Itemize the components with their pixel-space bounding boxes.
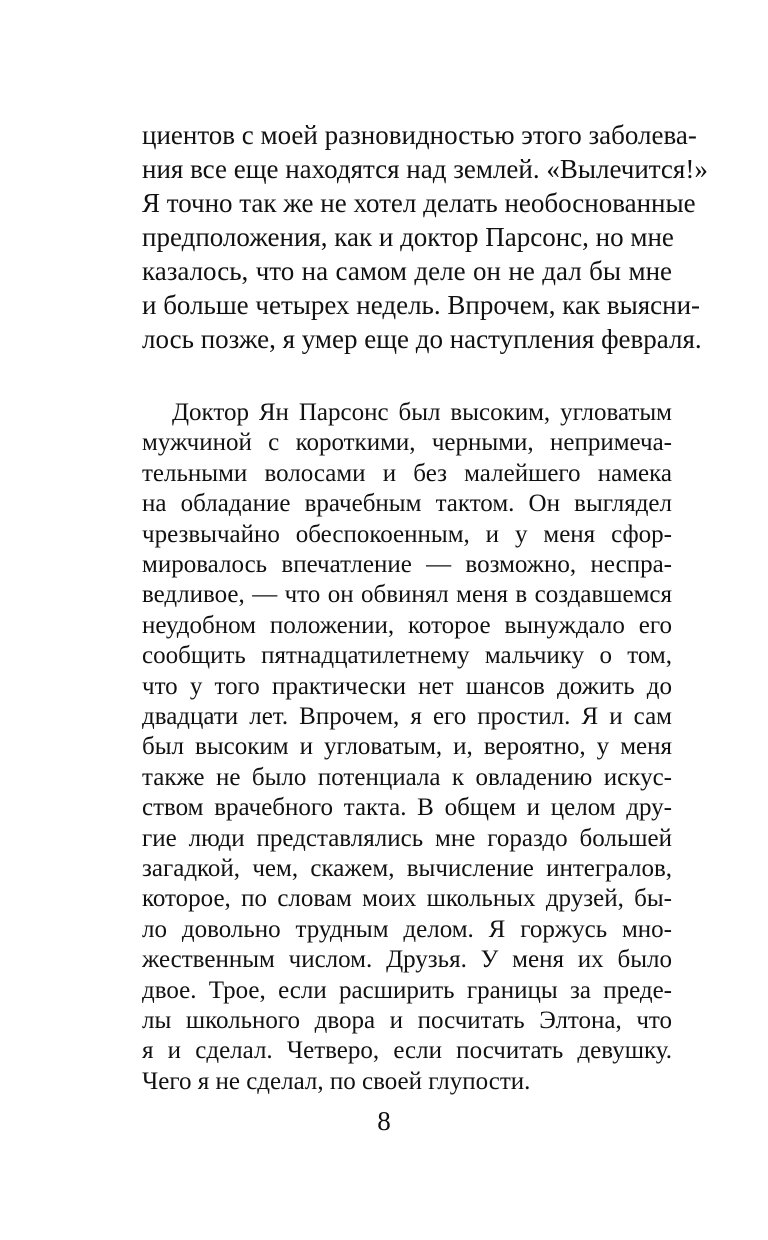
text-line: ведливое, — что он обвинял меня в создавшемся: [142, 581, 672, 609]
text-line: я и сделал. Четверо, если посчитать девушку.: [142, 1037, 672, 1065]
text-line: которое, по словам моих школьных друзей, бы-: [142, 885, 672, 913]
text-line: двое. Трое, если расширить границы за преде-: [142, 976, 672, 1004]
text-line: мировалось впечатление — возможно, неспра-: [142, 551, 672, 578]
text-line: Чего я не сделал, по своей глупости.: [142, 1067, 531, 1095]
text-line: Я точно так же не хотел делать необоснованные: [142, 188, 696, 218]
text-line: и больше четырех недель. Впрочем, как выясни-: [142, 290, 701, 320]
text-line: чрезвычайно обеспокоенным, и у меня сфор-: [142, 520, 672, 548]
text-line: Доктор Ян Парсонс был высоким, угловатым: [172, 399, 672, 426]
text-line: гие люди представлялись мне гораздо большей: [142, 824, 672, 852]
text-line: сообщить пятнадцатилетнему мальчику о том,: [142, 642, 672, 670]
text-line: неудобном положении, которое вынуждало его: [142, 611, 672, 639]
text-line: тельными волосами и без малейшего намека: [142, 459, 672, 487]
text-line: лы школьного двора и посчитать Элтона, что: [142, 1007, 672, 1034]
text-line: на обладание врачебным тактом. Он выглядел: [142, 490, 672, 518]
text-line: ством врачебного такта. В общем и целом дру-: [142, 794, 672, 822]
text-line: также не было потенциала к овладению искус-: [142, 763, 672, 791]
text-line: предположения, как и доктор Парсонс, но мне: [142, 222, 674, 252]
text-line: мужчиной с короткими, черными, непримеча-: [142, 429, 672, 457]
text-line: ния все еще находятся над землей. «Вылечится!»: [142, 154, 708, 184]
text-line: ло довольно трудным делом. Я горжусь мно-: [142, 915, 672, 943]
text-line: циентов с моей разновидностью этого заболева-: [142, 120, 697, 150]
page-number: 8: [377, 1106, 391, 1136]
text-line: что у того практически нет шансов дожить до: [142, 672, 672, 700]
text-line: жественным числом. Друзья. У меня их было: [142, 946, 672, 974]
text-line: казалось, что на самом деле он не дал бы мне: [142, 256, 672, 286]
text-line: загадкой, чем, скажем, вычисление интегралов,: [142, 855, 672, 882]
text-line: лось позже, я умер еще до наступления февраля.: [142, 324, 702, 354]
text-line: был высоким и угловатым, и, вероятно, у меня: [142, 733, 672, 761]
text-line: двадцати лет. Впрочем, я его простил. Я и сам: [142, 703, 672, 730]
